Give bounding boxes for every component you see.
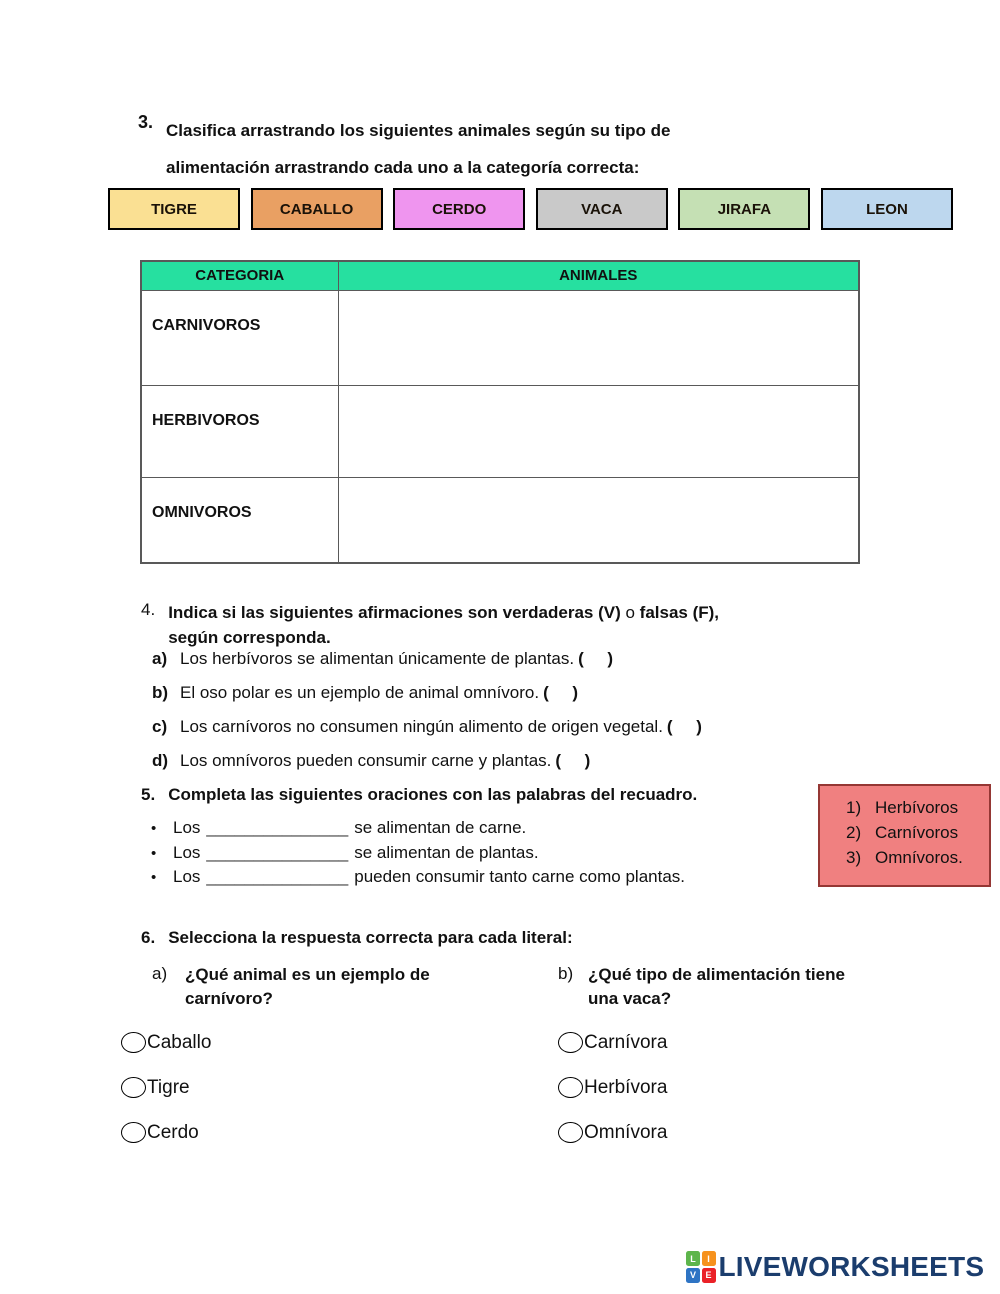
drop-cell-omnivoros[interactable] xyxy=(338,477,859,563)
radio-button[interactable] xyxy=(558,1077,583,1098)
subquestion-b-text: ¿Qué tipo de alimentación tiene una vaca? xyxy=(588,965,845,1008)
sentence-suffix: se alimentan de carne. xyxy=(354,818,527,837)
radio-button[interactable] xyxy=(558,1032,583,1053)
question-4-heading xyxy=(141,600,719,650)
option-a-cerdo[interactable] xyxy=(121,1121,199,1144)
logo-square-v: V xyxy=(686,1268,700,1283)
sentence-suffix: pueden consumir tanto carne como plantas. xyxy=(354,867,686,886)
option-a-caballo[interactable] xyxy=(121,1031,211,1054)
statement-text: Los omnívoros pueden consumir carne y plantas. xyxy=(180,751,552,770)
logo-square-i: I xyxy=(702,1251,716,1266)
option-b-herbivora[interactable] xyxy=(558,1076,667,1099)
fill-blank-3[interactable]: _______________ xyxy=(206,867,349,886)
item-letter: c) xyxy=(152,717,168,736)
question-6-text: Selecciona la respuesta correcta para cada literal: xyxy=(168,928,573,947)
animal-chip-tigre[interactable] xyxy=(108,188,240,230)
table-header-animales: ANIMALES xyxy=(338,261,859,290)
item-letter: a) xyxy=(152,649,168,668)
sentence-prefix: Los xyxy=(173,818,201,837)
bullet-icon: • xyxy=(151,820,157,837)
option-label: Caballo xyxy=(147,1031,212,1053)
radio-button[interactable] xyxy=(121,1032,146,1053)
answer-slot-a[interactable]: ( ) xyxy=(578,649,614,668)
chip-label: LEON xyxy=(866,200,908,218)
chip-label: CERDO xyxy=(432,200,487,218)
question-5-number: 5. xyxy=(141,785,156,804)
fill-blank-2[interactable]: _______________ xyxy=(206,843,349,862)
fill-sentence-3 xyxy=(151,867,685,887)
sentence-prefix: Los xyxy=(173,867,201,886)
chip-label: CABALLO xyxy=(279,200,354,218)
option-label: Tigre xyxy=(147,1076,190,1098)
radio-button[interactable] xyxy=(121,1122,146,1143)
bullet-icon: • xyxy=(151,869,157,886)
answer-slot-d[interactable]: ( ) xyxy=(555,751,591,770)
option-b-carnivora[interactable] xyxy=(558,1031,667,1054)
question-4-text-line2: según corresponda. xyxy=(168,628,331,647)
question-5-heading xyxy=(141,785,697,805)
option-label: Carnívora xyxy=(584,1031,668,1053)
logo-square-e: E xyxy=(702,1268,716,1283)
option-label: Cerdo xyxy=(147,1121,199,1143)
animal-chip-caballo[interactable] xyxy=(251,188,383,230)
row-label-herbivoros: HERBIVOROS xyxy=(141,385,338,477)
word-bank-item-3: 3) Omnívoros. xyxy=(846,848,963,867)
statement-text: Los carnívoros no consumen ningún alimento de origen vegetal. xyxy=(180,717,663,736)
subquestion-a-text: ¿Qué animal es un ejemplo de carnívoro? xyxy=(185,965,430,1008)
liveworksheets-logo[interactable] xyxy=(686,1251,984,1283)
word-bank-item-2: 2) Carnívoros xyxy=(846,823,959,842)
animal-chip-cerdo[interactable] xyxy=(393,188,525,230)
answer-slot-b[interactable]: ( ) xyxy=(543,683,579,702)
question-6-heading xyxy=(141,928,573,948)
drop-cell-herbivoros[interactable] xyxy=(338,385,859,477)
fill-sentence-1 xyxy=(151,818,526,838)
liveworksheets-logo-icon xyxy=(686,1251,716,1283)
logo-wordmark: LIVEWORKSHEETS xyxy=(718,1251,985,1282)
sentence-prefix: Los xyxy=(173,843,201,862)
bullet-icon: • xyxy=(151,845,157,862)
logo-square-l: L xyxy=(686,1251,700,1266)
statement-text: El oso polar es un ejemplo de animal omnívoro. xyxy=(180,683,540,702)
tf-statement-b xyxy=(152,683,578,703)
table-header-categoria: CATEGORIA xyxy=(141,261,338,290)
chip-label: JIRAFA xyxy=(717,200,772,218)
fill-sentence-2 xyxy=(151,843,539,863)
row-label-omnivoros: OMNIVOROS xyxy=(141,477,338,563)
word-bank-item-1: 1) Herbívoros xyxy=(846,798,959,817)
question-4-number: 4. xyxy=(141,600,156,619)
tf-statement-a xyxy=(152,649,613,669)
classification-table xyxy=(140,260,860,564)
drop-cell-carnivoros[interactable] xyxy=(338,290,859,385)
option-a-tigre[interactable] xyxy=(121,1076,190,1099)
question-3-number: 3. xyxy=(138,112,154,132)
subquestion-a-letter: a) xyxy=(152,964,168,983)
row-label-carnivoros: CARNIVOROS xyxy=(141,290,338,385)
answer-slot-c[interactable]: ( ) xyxy=(666,717,702,736)
sentence-suffix: se alimentan de plantas. xyxy=(354,843,539,862)
draggable-animal-chips xyxy=(108,188,953,230)
item-letter: d) xyxy=(152,751,169,770)
chip-label: TIGRE xyxy=(151,200,197,218)
option-label: Herbívora xyxy=(584,1076,668,1098)
statement-text: Los herbívoros se alimentan únicamente de plantas. xyxy=(180,649,575,668)
radio-button[interactable] xyxy=(558,1122,583,1143)
tf-statement-c xyxy=(152,717,702,737)
question-3-text-line1: Clasifica arrastrando los siguientes animales según su tipo de xyxy=(166,121,671,140)
question-5-text: Completa las siguientes oraciones con las palabras del recuadro. xyxy=(168,785,698,804)
radio-button[interactable] xyxy=(121,1077,146,1098)
option-b-omnivora[interactable] xyxy=(558,1121,667,1144)
chip-label: VACA xyxy=(581,200,623,218)
animal-chip-leon[interactable] xyxy=(821,188,953,230)
question-3-text-line2: alimentación arrastrando cada uno a la categoría correcta: xyxy=(166,158,640,177)
word-bank-box xyxy=(818,784,991,887)
item-letter: b) xyxy=(152,683,169,702)
animal-chip-jirafa[interactable] xyxy=(678,188,810,230)
fill-blank-1[interactable]: _______________ xyxy=(206,818,349,837)
question-6-number: 6. xyxy=(141,928,156,947)
tf-statement-d xyxy=(152,751,590,771)
animal-chip-vaca[interactable] xyxy=(536,188,668,230)
question-3-heading xyxy=(138,112,671,186)
option-label: Omnívora xyxy=(584,1121,668,1143)
question-4-text-line1: Indica si las siguientes afirmaciones son verdaderas (V) o falsas (F), xyxy=(168,603,720,622)
subquestion-b-letter: b) xyxy=(558,964,574,983)
